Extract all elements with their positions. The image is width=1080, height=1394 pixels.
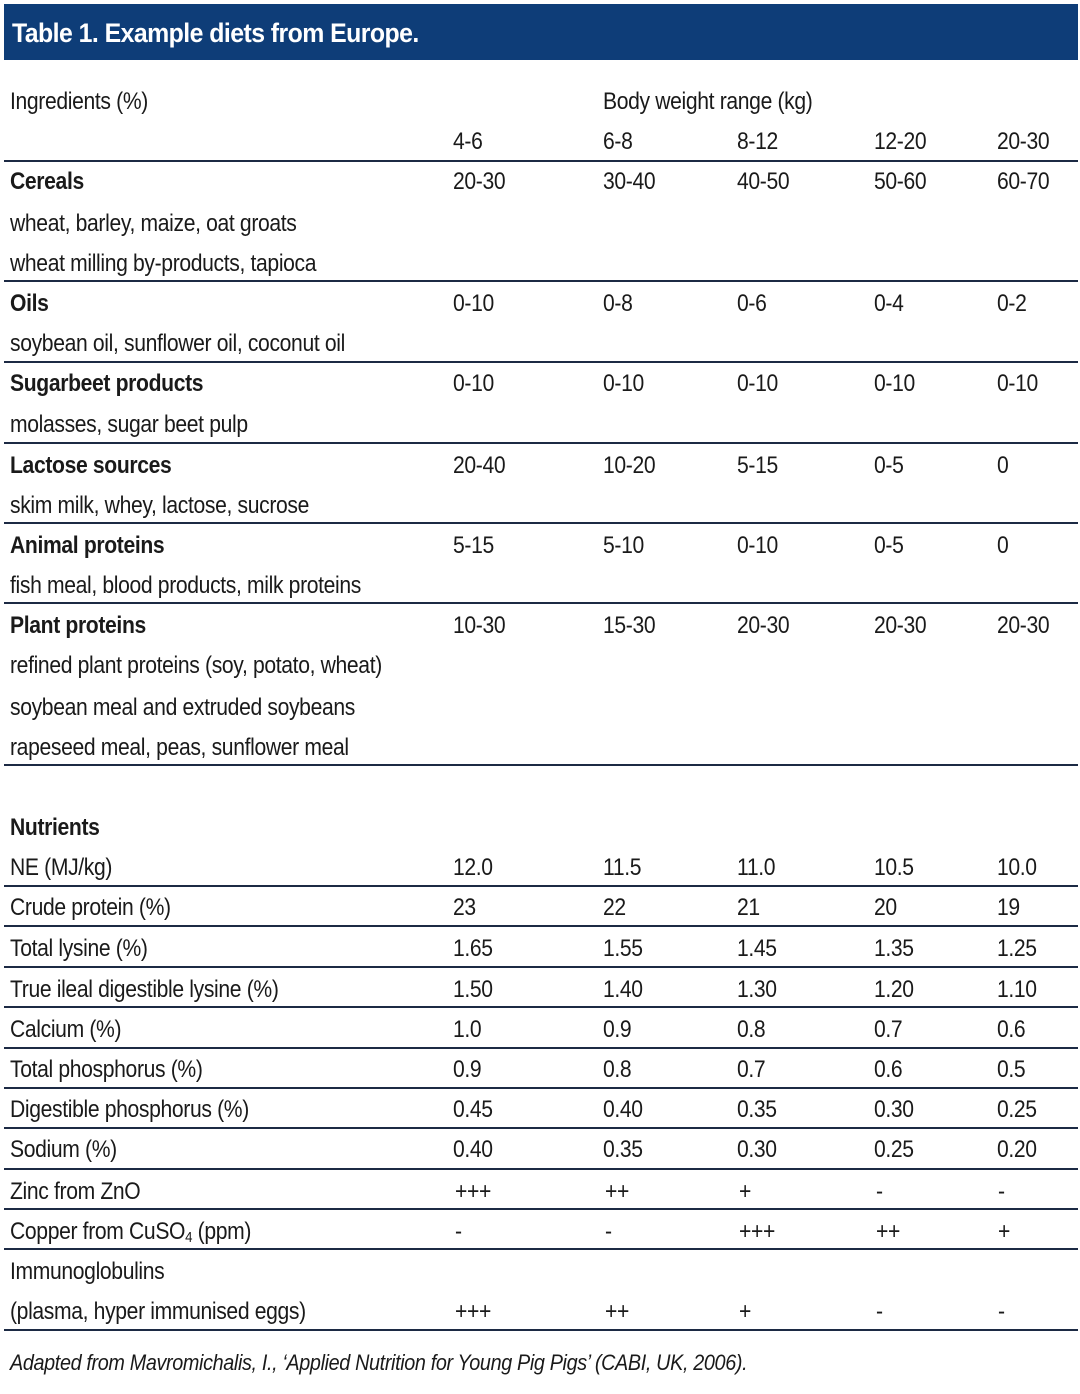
nutrient-value: 0.35	[603, 1136, 643, 1163]
ingredient-value: 20-30	[453, 168, 506, 195]
nutrient-value: ++	[605, 1178, 629, 1205]
nutrient-value: 1.35	[874, 935, 914, 962]
nutrient-value: 0.35	[737, 1096, 777, 1123]
range-header: 12-20	[874, 128, 927, 155]
nutrient-name-detail: (plasma, hyper immunised eggs)	[10, 1298, 306, 1325]
nutrient-value: -	[876, 1178, 883, 1205]
row-divider	[4, 522, 1078, 524]
nutrient-value: 0.9	[453, 1056, 482, 1083]
ingredient-value: 0-5	[874, 532, 904, 559]
ingredient-value: 20-40	[453, 452, 506, 479]
nutrient-value: 1.0	[453, 1016, 482, 1043]
ingredient-value: 50-60	[874, 168, 927, 195]
ingredient-value: 40-50	[737, 168, 790, 195]
ingredient-category: Lactose sources	[10, 452, 172, 479]
nutrient-value: 21	[737, 894, 760, 921]
row-divider	[4, 160, 1078, 162]
nutrient-value: 0.9	[603, 1016, 632, 1043]
ingredient-value: 0-10	[997, 370, 1038, 397]
nutrient-name: NE (MJ/kg)	[10, 854, 113, 881]
nutrient-name	[10, 1218, 251, 1246]
ingredient-value: 0-10	[737, 532, 778, 559]
row-divider	[4, 1208, 1078, 1210]
nutrient-value: 1.40	[603, 976, 643, 1003]
nutrient-value: 1.30	[737, 976, 777, 1003]
nutrient-value: -	[998, 1298, 1005, 1325]
row-divider	[4, 280, 1078, 282]
nutrient-value: 23	[453, 894, 476, 921]
nutrient-value: 19	[997, 894, 1020, 921]
ingredient-value: 20-30	[997, 612, 1050, 639]
nutrient-value: +	[739, 1178, 751, 1205]
ingredient-value: 10-20	[603, 452, 656, 479]
nutrient-value: 0.5	[997, 1056, 1026, 1083]
ingredient-value: 0	[997, 532, 1009, 559]
ingredient-value: 0-4	[874, 290, 904, 317]
row-divider	[4, 1168, 1078, 1170]
ingredient-example: fish meal, blood products, milk proteins	[10, 572, 361, 599]
nutrient-value: 1.20	[874, 976, 914, 1003]
row-divider	[4, 442, 1078, 444]
ingredients-header: Ingredients (%)	[10, 88, 148, 115]
nutrient-name: Zinc from ZnO	[10, 1178, 141, 1205]
ingredient-category: Cereals	[10, 168, 84, 195]
nutrient-name: True ileal digestible lysine (%)	[10, 976, 279, 1003]
nutrient-value: 0.25	[874, 1136, 914, 1163]
nutrient-value: 1.50	[453, 976, 493, 1003]
row-divider	[4, 885, 1078, 887]
nutrient-value: 0.20	[997, 1136, 1037, 1163]
ingredient-category: Plant proteins	[10, 612, 146, 639]
row-divider	[4, 925, 1078, 927]
nutrient-value: ++	[605, 1298, 629, 1325]
nutrient-value: 22	[603, 894, 626, 921]
nutrient-value: 11.0	[737, 854, 776, 881]
ingredient-value: 0-10	[737, 370, 778, 397]
table-title-bar	[4, 4, 1078, 60]
ingredient-value: 5-10	[603, 532, 644, 559]
nutrient-value: 0.8	[737, 1016, 766, 1043]
ingredient-value: 20-30	[737, 612, 790, 639]
nutrient-value: 1.10	[997, 976, 1037, 1003]
ingredient-value: 0-2	[997, 290, 1027, 317]
ingredient-value: 0-10	[453, 370, 494, 397]
nutrient-value: 1.65	[453, 935, 493, 962]
ingredient-value: 0	[997, 452, 1009, 479]
nutrient-value: 1.55	[603, 935, 643, 962]
row-divider	[4, 1087, 1078, 1089]
nutrient-value: 10.5	[874, 854, 914, 881]
nutrient-value: 1.25	[997, 935, 1037, 962]
ingredient-example: molasses, sugar beet pulp	[10, 411, 248, 438]
nutrient-value: 20	[874, 894, 897, 921]
nutrient-value: -	[605, 1218, 612, 1245]
nutrient-value: +++	[739, 1218, 775, 1245]
nutrient-value: 0.30	[737, 1136, 777, 1163]
nutrient-value: +++	[455, 1178, 491, 1205]
nutrient-name: Total lysine (%)	[10, 935, 148, 962]
copper-unit-text: (ppm)	[192, 1218, 252, 1245]
nutrient-name: Sodium (%)	[10, 1136, 117, 1163]
ingredient-value: 0-5	[874, 452, 904, 479]
ingredient-value: 0-10	[603, 370, 644, 397]
ingredient-value: 0-8	[603, 290, 633, 317]
nutrient-name: Digestible phosphorus (%)	[10, 1096, 249, 1123]
nutrient-name: Total phosphorus (%)	[10, 1056, 203, 1083]
nutrient-value: +	[739, 1298, 751, 1325]
nutrient-value: -	[998, 1178, 1005, 1205]
ingredient-value: 15-30	[603, 612, 656, 639]
nutrient-value: ++	[876, 1218, 900, 1245]
ingredient-example: soybean oil, sunflower oil, coconut oil	[10, 330, 345, 357]
nutrient-value: 0.40	[453, 1136, 493, 1163]
ingredient-value: 5-15	[737, 452, 778, 479]
nutrient-value: 0.8	[603, 1056, 632, 1083]
ingredient-example: wheat, barley, maize, oat groats	[10, 210, 297, 237]
range-header: 20-30	[997, 128, 1050, 155]
row-divider	[4, 1047, 1078, 1049]
ingredient-example: skim milk, whey, lactose, sucrose	[10, 492, 310, 519]
ingredient-value: 0-10	[874, 370, 915, 397]
ingredient-example: wheat milling by-products, tapioca	[10, 250, 317, 277]
nutrient-value: 10.0	[997, 854, 1037, 881]
nutrient-name: Crude protein (%)	[10, 894, 171, 921]
row-divider	[4, 1006, 1078, 1008]
nutrient-value: 12.0	[453, 854, 493, 881]
nutrient-value: 0.30	[874, 1096, 914, 1123]
nutrients-section-label: Nutrients	[10, 814, 100, 841]
ingredient-value: 30-40	[603, 168, 656, 195]
ingredient-example: rapeseed meal, peas, sunflower meal	[10, 734, 349, 761]
ingredient-value: 10-30	[453, 612, 506, 639]
nutrient-value: 0.45	[453, 1096, 493, 1123]
range-header: 8-12	[737, 128, 778, 155]
row-divider	[4, 966, 1078, 968]
body-weight-header: Body weight range (kg)	[603, 88, 813, 115]
ingredient-example: soybean meal and extruded soybeans	[10, 694, 355, 721]
ingredient-value: 0-6	[737, 290, 767, 317]
copper-name-text: Copper from CuSO	[10, 1218, 186, 1245]
source-citation: Adapted from Mavromichalis, I., ‘Applied Nutrition for Young Pig Pigs’ (CABI, UK, 2006).	[10, 1350, 748, 1375]
ingredient-value: 0-10	[453, 290, 494, 317]
nutrient-value: 0.25	[997, 1096, 1037, 1123]
row-divider	[4, 764, 1078, 766]
nutrient-value: 0.7	[874, 1016, 903, 1043]
nutrient-name: Immunoglobulins	[10, 1258, 165, 1285]
nutrient-value: -	[455, 1218, 462, 1245]
ingredient-value: 5-15	[453, 532, 494, 559]
nutrient-value: 0.40	[603, 1096, 643, 1123]
nutrient-value: 1.45	[737, 935, 777, 962]
nutrient-value: 11.5	[603, 854, 642, 881]
ingredient-category: Oils	[10, 290, 49, 317]
range-header: 4-6	[453, 128, 483, 155]
nutrient-value: 0.6	[874, 1056, 903, 1083]
ingredient-category: Animal proteins	[10, 532, 165, 559]
ingredient-category: Sugarbeet products	[10, 370, 204, 397]
nutrient-value: -	[876, 1298, 883, 1325]
range-header: 6-8	[603, 128, 633, 155]
ingredient-value: 60-70	[997, 168, 1050, 195]
row-divider	[4, 1329, 1078, 1331]
row-divider	[4, 602, 1078, 604]
table-title: Table 1. Example diets from Europe.	[12, 18, 419, 48]
ingredient-value: 20-30	[874, 612, 927, 639]
row-divider	[4, 1248, 1078, 1250]
nutrient-value: +	[998, 1218, 1010, 1245]
copper-subscript: 4	[185, 1229, 193, 1246]
nutrient-value: +++	[455, 1298, 491, 1325]
row-divider	[4, 361, 1078, 363]
ingredient-example: refined plant proteins (soy, potato, wheat)	[10, 652, 382, 679]
nutrient-name: Calcium (%)	[10, 1016, 122, 1043]
nutrient-value: 0.7	[737, 1056, 766, 1083]
nutrient-value: 0.6	[997, 1016, 1026, 1043]
row-divider	[4, 1127, 1078, 1129]
